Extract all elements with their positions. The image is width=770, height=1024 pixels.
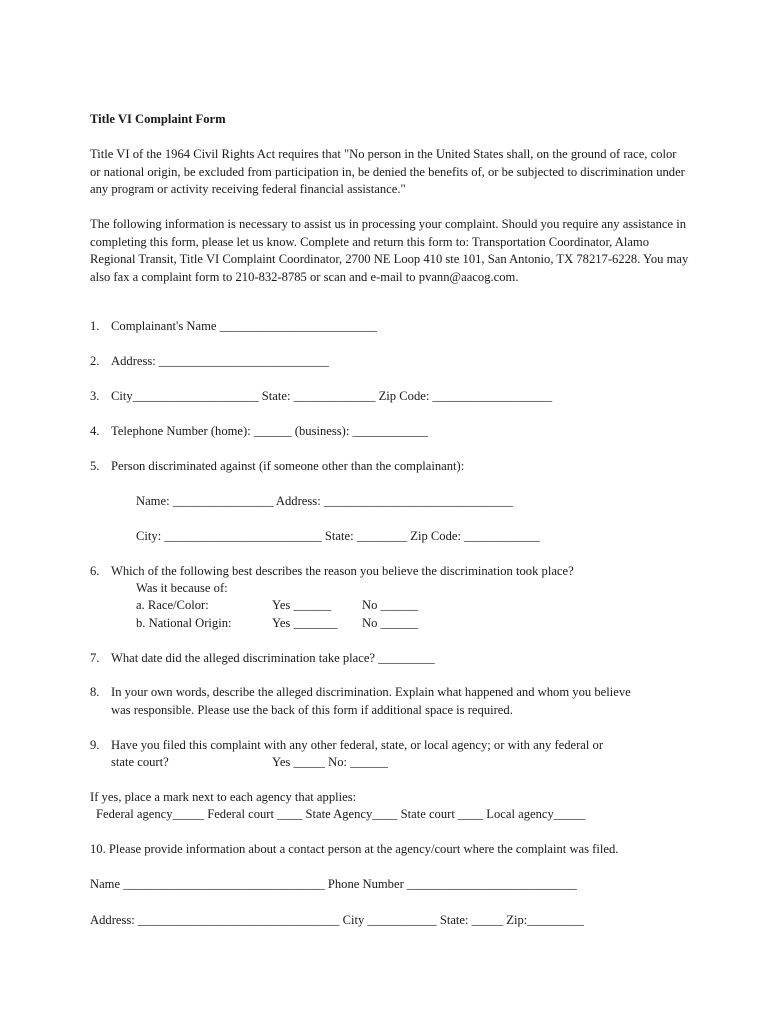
form-title: Title VI Complaint Form xyxy=(90,112,226,126)
question-number: 9. xyxy=(90,738,100,752)
intro-paragraph-1: Title VI of the 1964 Civil Rights Act requires that "No person in the United States shall, on the ground of race, color or national origin, be excluded from participation in, be denied the benefits of, or be subjected to discrimination under any program or activity receiving federal financial assistance." xyxy=(90,147,685,197)
address-field: Address: ___________________________ xyxy=(111,354,329,368)
race-color-no-field: No ______ xyxy=(362,598,419,612)
question-number: 6. xyxy=(90,564,100,578)
contact-address-field: Address: ________________________________ City ___________ State: _____ Zip:_________ xyxy=(90,913,584,927)
question-number: 1. xyxy=(90,319,100,333)
agency-checklist: Federal agency_____ Federal court ____ State Agency____ State court ____ Local agency_____ xyxy=(96,807,586,821)
intro-paragraph-2: The following information is necessary to assist us in processing your complaint. Should you require any assistance in completing this form, please let us know. Complete and return this form to: Transportation Coordinator, Alamo Regional Transit, Title VI Complaint Coordinator, 2700 NE Loop 410 ste 101, San Antonio, TX 78217-6228. You may also fax a complaint form to 210-832-8785 or scan and e-mail to pvann@aacog.com. xyxy=(90,217,689,284)
question-2 xyxy=(90,353,690,371)
question-8 xyxy=(90,684,690,719)
question-number: 5. xyxy=(90,459,100,473)
question-4 xyxy=(90,423,690,441)
person-discriminated-label: Person discriminated against (if someone other than the complainant): xyxy=(111,459,465,473)
question-10: 10. Please provide information about a contact person at the agency/court where the complaint was filed. xyxy=(90,842,619,856)
question-number: 4. xyxy=(90,424,100,438)
question-number: 8. xyxy=(90,685,100,699)
question-5 xyxy=(90,458,690,476)
national-origin-yes-field: Yes _______ xyxy=(272,616,338,630)
question-3 xyxy=(90,388,690,406)
complainant-name-field: Complainant's Name _________________________ xyxy=(111,319,378,333)
telephone-field: Telephone Number (home): ______ (business): ____________ xyxy=(111,424,429,438)
question-7 xyxy=(90,650,690,668)
question-1 xyxy=(90,318,690,336)
question-number: 7. xyxy=(90,651,100,665)
city-state-zip-field: City____________________ State: _____________ Zip Code: ___________________ xyxy=(111,389,553,403)
other-agency-question: Have you filed this complaint with any other federal, state, or local agency; or with any federal or xyxy=(111,738,604,752)
if-yes-instruction: If yes, place a mark next to each agency that applies: xyxy=(90,790,357,804)
race-color-yes-field: Yes ______ xyxy=(272,598,332,612)
because-label: Was it because of: xyxy=(136,581,228,595)
national-origin-no-field: No ______ xyxy=(362,616,419,630)
question-number: 3. xyxy=(90,389,100,403)
describe-discrimination-label: In your own words, describe the alleged discrimination. Explain what happened and whom you believe was responsible. Please use the back of this form if additional space is required. xyxy=(111,685,631,717)
national-origin-label: b. National Origin: xyxy=(136,616,232,630)
race-color-label: a. Race/Color: xyxy=(136,598,209,612)
question-number: 2. xyxy=(90,354,100,368)
discrimination-reason-label: Which of the following best describes the reason you believe the discrimination took place? xyxy=(111,564,574,578)
person-name-address-field: Name: ________________ Address: ______________________________ xyxy=(136,494,513,508)
contact-name-phone-field: Name ________________________________ Phone Number ___________________________ xyxy=(90,877,577,891)
question-9 xyxy=(90,737,690,755)
question-6 xyxy=(90,563,690,581)
discrimination-date-field: What date did the alleged discrimination take place? _________ xyxy=(111,651,435,665)
filed-yes-no-field: Yes _____ No: ______ xyxy=(272,755,388,769)
state-court-label: state court? xyxy=(111,755,169,769)
person-city-state-zip-field: City: _________________________ State: ________ Zip Code: ____________ xyxy=(136,529,540,543)
